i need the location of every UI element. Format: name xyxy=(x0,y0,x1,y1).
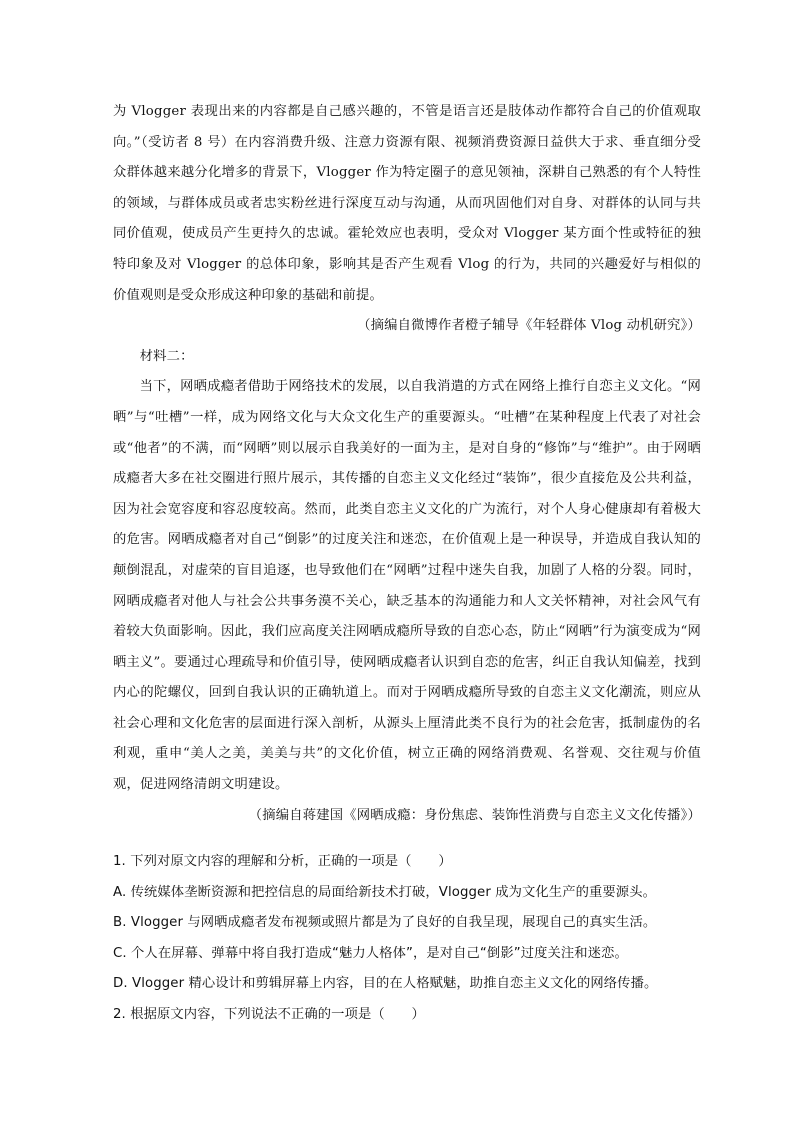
question-1-option-c: C. 个人在屏幕、弹幕中将自我打造成“魅力人格体”，是对自己“倒影”过度关注和迷恋。 xyxy=(113,945,628,961)
material-one xyxy=(113,97,701,831)
material-one-paragraph: 为 Vlogger 表现出来的内容都是自己感兴趣的，不管是语言还是肢体动作都符合自己的价值观取向。”（受访者 8 号）在内容消费升级、注意力资源有限、视频消费资源日益供大于求、垂直细分受众群体越来越分化增多的背景下，Vlogger 作为特定圈子的意见领袖，深耕自己熟悉的有个人特性的领域，与群体成员或者忠实粉丝进行深度互动与沟通，从而巩固他们对自身、对群体的认同与共同价值观，使成员产生更持久的忠诚。霍轮效应也表明，受众对 Vlogger 某方面个性或特征的独特印象及对 Vlogger 的总体印象，影响其是否产生观看 Vlog 的行为，共同的兴趣爱好与相似的价值观则是受众形成这种印象的基础和前提。 xyxy=(113,104,701,303)
material-two-paragraph: 当下，网晒成瘾者借助于网络技术的发展，以自我消遣的方式在网络上推行自恋主义文化。“网晒”与“吐槽”一样，成为网络文化与大众文化生产的重要源头。“吐槽”在某种程度上代表了对社会或“他者”的不满，而“网晒”则以展示自我美好的一面为主，是对自身的“修饰”与“维护”。由于网晒成瘾者大多在社交圈进行照片展示，其传播的自恋主义文化经过“装饰”，很少直接危及公共利益，因为社会宽容度和容忍度较高。然而，此类自恋主义文化的广为流行，对个人身心健康却有着极大的危害。网晒成瘾者对自己“倒影”的过度关注和迷恋，在价值观上是一种误导，并造成自我认知的颠倒混乱，对虚荣的盲目追逐，也导致他们在“网晒”过程中迷失自我，加剧了人格的分裂。同时，网晒成瘾者对他人与社会公共事务漠不关心，缺乏基本的沟通能力和人文关怀精神，对社会风气有着较大负面影响。因此，我们应高度关注网晒成瘾所导致的自恋心态，防止“网晒”行为演变成为“网晒主义”。要通过心理疏导和价值引导，使网晒成瘾者认识到自恋的危害，纠正自我认知偏差，找到内心的陀螺仪，回到自我认识的正确轨道上。而对于网晒成瘾所导致的自恋主义文化潮流，则应从社会心理和文化危害的层面进行深入剖析，从源头上厘清此类不良行为的社会危害，抵制虚伪的名利观，重申“美人之美，美美与共”的文化价值，树立正确的网络消费观、名誉观、交往观与价值观，促进网络清朗文明建设。 xyxy=(113,379,701,793)
questions xyxy=(113,847,701,1030)
question-2-stem: 2. 根据原文内容，下列说法不正确的一项是（ ） xyxy=(113,1006,425,1022)
material-two-label: 材料二： xyxy=(139,348,194,364)
question-1-option-b: B. Vlogger 与网晒成瘾者发布视频或照片都是为了良好的自我呈现，展现自己的真实生活。 xyxy=(113,915,657,930)
question-1-option-a: A. 传统媒体垄断资源和把控信息的局面给新技术打破，Vlogger 成为文化生产的重要源头。 xyxy=(113,884,656,900)
question-1-option-d: D. Vlogger 精心设计和剪辑屏幕上内容，目的在人格赋魅，助推自恋主义文化的网络传播。 xyxy=(113,976,658,991)
material-one-source: （摘编自微博作者橙子辅导《年轻群体 Vlog 动机研究》） xyxy=(357,318,701,334)
material-two-source: （摘编自蒋建国《网晒成瘾：身份焦虑、装饰性消费与自恋主义文化传播》） xyxy=(248,807,701,823)
question-1-stem: 1. 下列对原文内容的理解和分析，正确的一项是（ ） xyxy=(113,854,452,869)
